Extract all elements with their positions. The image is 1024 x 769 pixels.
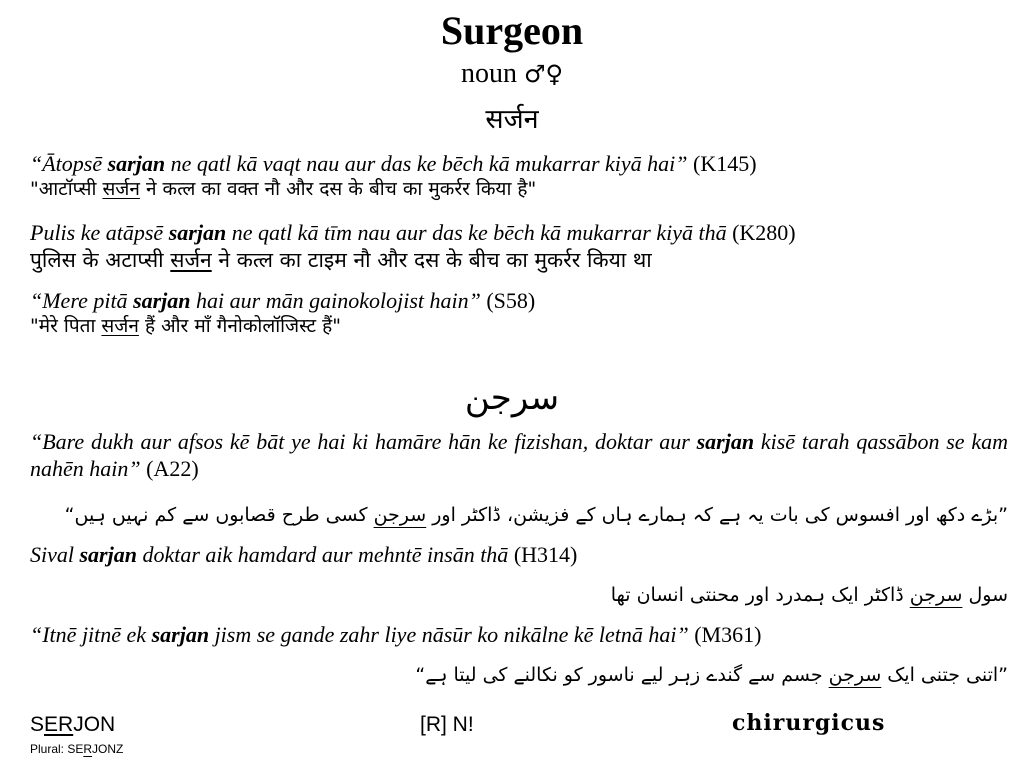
source-ref: (S58): [486, 288, 536, 313]
keyword: sarjan: [168, 220, 227, 245]
keyword: sarjan: [696, 429, 755, 454]
devanagari-text: पुलिस के अटाप्सी: [30, 248, 171, 272]
keyword: सर्जन: [101, 315, 139, 337]
latin-text: kisē tarah qassābon se kam nahēn hain”: [30, 429, 1008, 481]
hindi-example-3-latin: [30, 287, 535, 314]
devanagari-text: ने कत्ल का टाइम नौ और दस के बीच का मुकर्रर किया था: [211, 248, 652, 272]
latin-etymon: chirurgicus: [732, 710, 886, 736]
part-of-speech: noun: [460, 58, 517, 89]
devanagari-text: हैं और माँ गैनोकोलॉजिस्ट हैं": [138, 315, 341, 337]
latin-text: ne qatl kā vaqt nau aur das ke bēch kā mukarrar kiyā hai”: [165, 151, 688, 176]
latin-text: hai aur mān gainokolojist hain”: [190, 288, 481, 313]
pron-part: S: [30, 713, 45, 736]
latin-text: Sival: [30, 542, 80, 567]
urdu-text: ڈاکٹر ایک ہمدرد اور محنتی انسان تھا: [610, 584, 910, 606]
source-ref: (A22): [146, 456, 199, 481]
urdu-text: ”اتنی جتنی ایک: [881, 664, 1008, 686]
keyword: sarjan: [79, 542, 137, 567]
hindi-example-1-latin: [30, 150, 757, 177]
plural-form: [30, 741, 123, 757]
urdu-example-1-urdu: [30, 500, 1008, 530]
latin-text: “Itnē jitnē ek: [30, 622, 152, 647]
keyword: sarjan: [133, 288, 191, 313]
gender-symbols: ♂♀: [523, 60, 564, 88]
part-of-speech-line: [0, 58, 1024, 90]
urdu-example-2-latin: [30, 541, 577, 568]
keyword: सर्जन: [170, 248, 212, 272]
urdu-example-3-latin: [30, 621, 761, 648]
plural-part: SE: [67, 742, 84, 756]
source-ref: (K145): [693, 151, 757, 176]
devanagari-text: "आटॉप्सी: [30, 178, 103, 200]
plural-part: JONZ: [92, 742, 124, 756]
hindi-headword: सर्जन: [485, 104, 539, 135]
urdu-text: ”بڑے دکھ اور افسوس کی بات یہ ہے کہ ہمارے ہاں کے فزیشن، ڈاکٹر اور: [426, 504, 1008, 526]
latin-text: Pulis ke atāpsē: [30, 220, 169, 245]
latin-text: jism se gande zahr liye nāsūr ko nikālne kē letnā hai”: [209, 622, 689, 647]
keyword: سرجن: [373, 504, 427, 526]
headword: Surgeon: [440, 8, 584, 53]
hindi-example-2-devanagari: [30, 247, 652, 274]
urdu-text: جسم سے گندے زہر لیے ناسور کو نکالنے کی لیتا ہے“: [415, 664, 829, 686]
urdu-text: سول: [962, 584, 1008, 606]
pron-stress: ER: [44, 713, 74, 736]
latin-text: “Ātopsē: [30, 151, 108, 176]
latin-text: doktar aik hamdard aur mehntē insān thā: [136, 542, 509, 567]
source-ref: (H314): [513, 542, 578, 567]
urdu-example-1-latin: [30, 428, 1008, 482]
latin-text: “Bare dukh aur afsos kē bāt ye hai ki hamāre hān ke fizishan, doktar aur: [30, 429, 697, 454]
plural-label: Plural:: [30, 742, 68, 756]
urdu-headword: سرجن: [464, 378, 560, 418]
source-ref: (K280): [732, 220, 796, 245]
keyword: sarjan: [151, 622, 210, 647]
urdu-example-3-urdu: [30, 660, 1008, 690]
keyword: sarjan: [107, 151, 166, 176]
pron-part: JON: [73, 713, 116, 736]
latin-text: “Mere pitā: [30, 288, 134, 313]
hindi-example-2-latin: [30, 219, 796, 246]
devanagari-text: "मेरे पिता: [30, 315, 102, 337]
grammar-code: [R] N!: [420, 713, 474, 736]
keyword: سرجن: [828, 664, 882, 686]
urdu-text: کسی طرح قصابوں سے کم نہیں ہیں“: [64, 504, 374, 526]
keyword: सर्जन: [102, 178, 140, 200]
urdu-example-2-urdu: [30, 580, 1008, 610]
keyword: سرجن: [909, 584, 963, 606]
latin-text: ne qatl kā tīm nau aur das ke bēch kā mukarrar kiyā thā: [226, 220, 727, 245]
source-ref: (M361): [694, 622, 762, 647]
hindi-example-1-devanagari: [30, 176, 536, 203]
plural-stress: R: [83, 742, 93, 756]
pronunciation: [30, 712, 115, 738]
devanagari-text: ने कत्ल का वक्त नौ और दस के बीच का मुकर्रर किया है": [139, 178, 537, 200]
hindi-example-3-devanagari: [30, 313, 341, 340]
